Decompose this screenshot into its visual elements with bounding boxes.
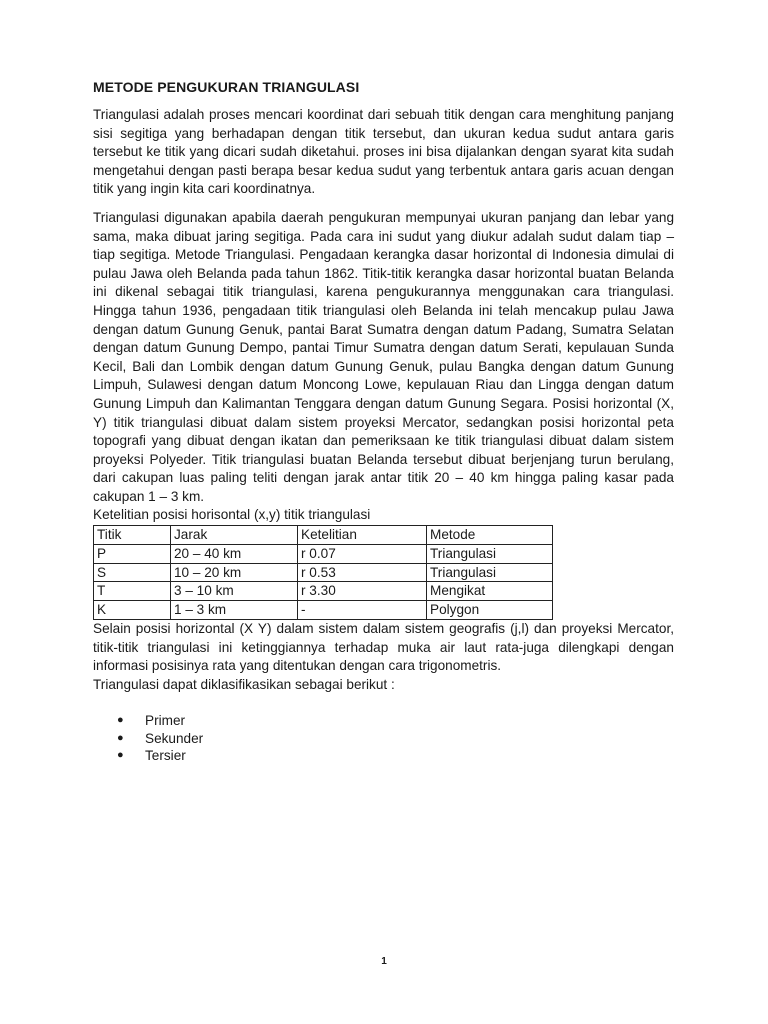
list-item-label: Sekunder [145, 730, 204, 746]
list-item [117, 747, 674, 764]
table-caption: Ketelitian posisi horisontal (x,y) titik triangulasi [93, 507, 371, 523]
cell-jarak: 1 – 3 km [171, 601, 298, 620]
cell-titik: K [94, 601, 171, 620]
cell-metode: Triangulasi [427, 563, 553, 582]
header-jarak: Jarak [171, 526, 298, 545]
cell-ketelitian: - [298, 601, 427, 620]
bullet-icon: ● [117, 749, 124, 762]
cell-metode: Polygon [427, 601, 553, 620]
cell-titik: T [94, 582, 171, 601]
paragraph-intro: Triangulasi adalah proses mencari koordinat dari sebuah titik dengan cara menghitung panjang sisi segitiga yang berhadapan dengan titik tersebut, dan ukuran kedua sudut antara garis tersebut ke titik yang dicari sudah diketahui. proses ini bisa dijalankan dengan syarat kita sudah mengetahui dengan pasti berapa besar kedua sudut yang terbentuk antara garis acuan dengan titik yang ingin kita cari koordinatnya. [93, 107, 674, 197]
cell-jarak: 3 – 10 km [171, 582, 298, 601]
table-row [94, 601, 553, 620]
bullet-icon: ● [117, 714, 124, 727]
cell-titik: P [94, 544, 171, 563]
list-item-label: Primer [145, 713, 186, 729]
table-row [94, 582, 553, 601]
classification-list [93, 712, 674, 764]
cell-titik: S [94, 563, 171, 582]
table-row [94, 544, 553, 563]
paragraph-elevation: Selain posisi horizontal (X Y) dalam sistem dalam sistem geografis (j,l) dan proyeksi Mercator, titik-titik triangulasi ini ketinggiannya terhadap muka air laut rata-juga dilengkapi dengan informasi posisinya rata yang ditentukan dengan cara trigonometris. [93, 621, 674, 674]
table-header-row [94, 526, 553, 545]
header-ketelitian: Ketelitian [298, 526, 427, 545]
bullet-icon: ● [117, 731, 124, 744]
cell-metode: Triangulasi [427, 544, 553, 563]
cell-ketelitian: r 3.30 [298, 582, 427, 601]
document-title: METODE PENGUKURAN TRIANGULASI [93, 79, 360, 95]
paragraph-history: Triangulasi digunakan apabila daerah pengukuran mempunyai ukuran panjang dan lebar yang sama, maka dibuat jaring segitiga. Pada cara ini sudut yang diukur adalah sudut dalam tiap – tiap segitiga. Metode Triangulasi. Pengadaan kerangka dasar horizontal di Indonesia dimulai di pulau Jawa oleh Belanda pada tahun 1862. Titik-titik kerangka dasar horizontal buatan Belanda ini dikenal sebagai titik triangulasi, karena pengukurannya menggunakan cara triangulasi. Hingga tahun 1936, pengadaan titik triangulasi oleh Belanda ini telah mencakup pulau Jawa dengan datum Gunung Genuk, pantai Barat Sumatra dengan datum Padang, Sumatra Selatan dengan datum Gunung Dempo, pantai Timur Sumatra dengan datum Serati, kepulauan Sunda Kecil, Bali dan Lombik dengan datum Gunung Genuk, pulau Bangka dengan datum Gunung Limpuh, Sulawesi dengan datum Moncong Lowe, kepulauan Riau dan Lingga dengan datum Gunung Limpuh dan Kalimantan Tenggara dengan datum Gunung Segara. Posisi horizontal (X, Y) titik triangulasi dibuat dalam sistem proyeksi Mercator, sedangkan posisi horizontal peta topografi yang dibuat dengan ikatan dan pemeriksaan ke titik triangulasi dibuat dalam sistem proyeksi Polyeder. Titik triangulasi buatan Belanda tersebut dibuat berjenjang turun berulang, dari cakupan luas paling teliti dengan jarak antar titik 20 – 40 km hingga paling kasar pada cakupan 1 – 3 km. [93, 209, 674, 504]
classification-intro: Triangulasi dapat diklasifikasikan sebagai berikut : [93, 676, 395, 692]
page-number: 1 [381, 956, 387, 967]
cell-metode: Mengikat [427, 582, 553, 601]
cell-ketelitian: r 0.53 [298, 563, 427, 582]
list-item-label: Tersier [145, 748, 186, 764]
cell-ketelitian: r 0.07 [298, 544, 427, 563]
cell-jarak: 20 – 40 km [171, 544, 298, 563]
list-item [117, 730, 674, 747]
header-titik: Titik [94, 526, 171, 545]
list-item [117, 712, 674, 729]
cell-jarak: 10 – 20 km [171, 563, 298, 582]
header-metode: Metode [427, 526, 553, 545]
accuracy-table [93, 525, 553, 620]
table-row [94, 563, 553, 582]
